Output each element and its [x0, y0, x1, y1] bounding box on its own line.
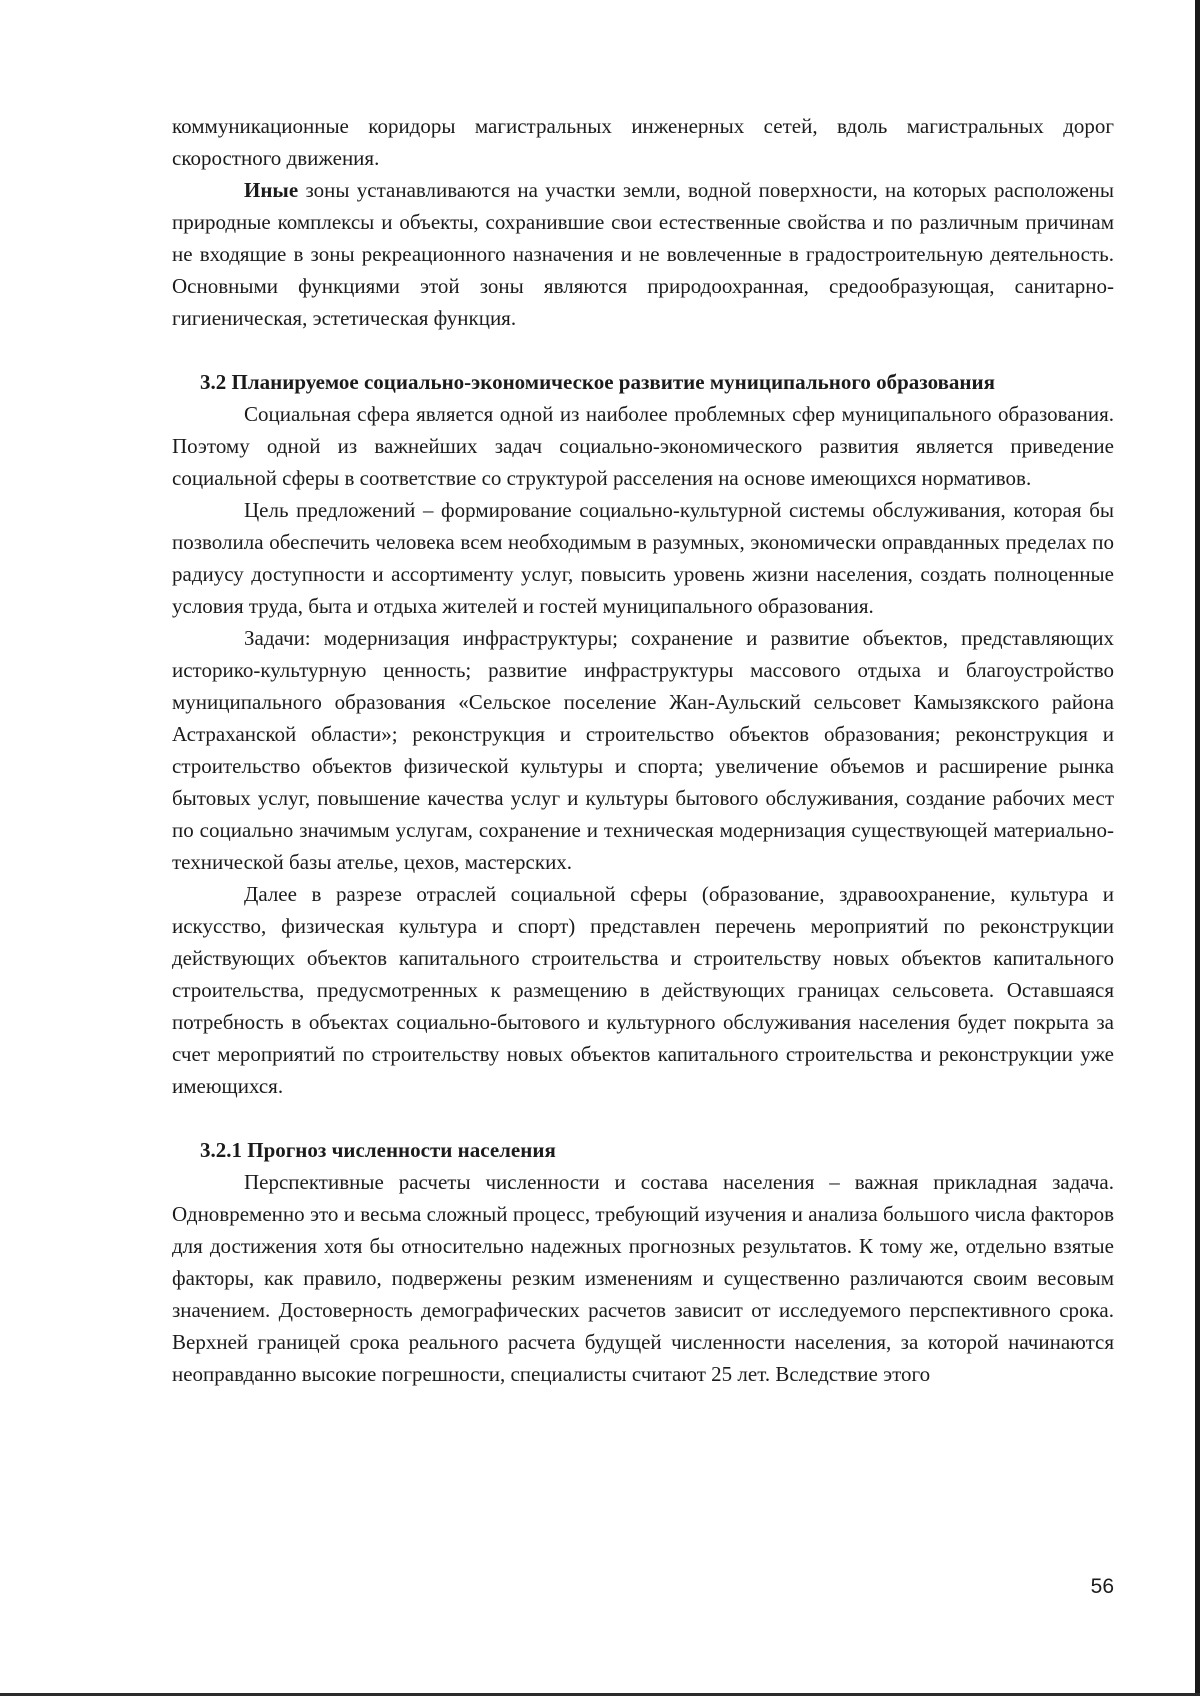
scan-edge-right — [1195, 0, 1200, 1696]
paragraph-other-zones — [172, 174, 1114, 334]
section-heading-3-2-1: 3.2.1 Прогноз численности населения — [200, 1138, 556, 1162]
paragraph-goal: Цель предложений – формирование социально-культурной системы обслуживания, которая бы позволила обеспечить человека всем необходимым в разумных, экономически оправданных пределах по радиусу доступности и ассортименту услуг, повысить уровень жизни населения, создать полноценные условия труда, быта и отдыха жителей и гостей муниципального образования. — [172, 498, 1114, 618]
section-heading-3-2: 3.2 Планируемое социально-экономическое развитие муниципального образования — [200, 370, 995, 394]
paragraph-other-zones-text: зоны устанавливаются на участки земли, водной поверхности, на которых расположены природные комплексы и объекты, сохранившие свои естественные свойства и по различным причинам не входящие в зоны рекреационного назначения и не вовлеченные в градостроительную деятельность. Основными функциями этой зоны являются природоохранная, средообразующая, санитарно-гигиеническая, эстетическая функция. — [172, 178, 1114, 330]
paragraph-sectors: Далее в разрезе отраслей социальной сферы (образование, здравоохранение, культура и искусство, физическая культура и спорт) представлен перечень мероприятий по реконструкции действующих объектов капитального строительства и строительству новых объектов капитального строительства, предусмотренных к размещению в действующих границах сельсовета. Оставшаяся потребность в объектах социально-бытового и культурного обслуживания населения будет покрыта за счет мероприятий по строительству новых объектов капитального строительства и реконструкции уже имеющихся. — [172, 882, 1114, 1098]
paragraph-tasks: Задачи: модернизация инфраструктуры; сохранение и развитие объектов, представляющих историко-культурную ценность; развитие инфраструктуры массового отдыха и благоустройство муниципального образования «Сельское поселение Жан-Аульский сельсовет Камызякского района Астраханской области»; реконструкция и строительство объектов образования; реконструкция и строительство объектов физической культуры и спорта; увеличение объемов и расширение рынка бытовых услуг, повышение качества услуг и культуры бытового обслуживания, создание рабочих мест по социально значимым услугам, сохранение и техническая модернизация существующей материально-технической базы ателье, цехов, мастерских. — [172, 626, 1114, 874]
paragraph-social-sphere: Социальная сфера является одной из наиболее проблемных сфер муниципального образования. Поэтому одной из важнейших задач социально-экономического развития является приведение социальной сферы в соответствие со структурой расселения на основе имеющихся нормативов. — [172, 402, 1114, 490]
bold-lead-word: Иные — [244, 178, 299, 202]
page-body — [172, 110, 1114, 1390]
page-number: 56 — [1090, 1575, 1114, 1598]
paragraph-population-forecast: Перспективные расчеты численности и состава населения – важная прикладная задача. Одновременно это и весьма сложный процесс, требующий изучения и анализа большого числа факторов для достижения хотя бы относительно надежных прогнозных результатов. К тому же, отдельно взятые факторы, как правило, подвержены резким изменениям и существенно различаются своим весовым значением. Достоверность демографических расчетов зависит от исследуемого перспективного срока. Верхней границей срока реального расчета будущей численности населения, за которой начинаются неоправданно высокие погрешности, специалисты считают 25 лет. Вследствие этого — [172, 1170, 1114, 1386]
paragraph-communication-corridors: коммуникационные коридоры магистральных инженерных сетей, вдоль магистральных дорог скоростного движения. — [172, 114, 1114, 170]
